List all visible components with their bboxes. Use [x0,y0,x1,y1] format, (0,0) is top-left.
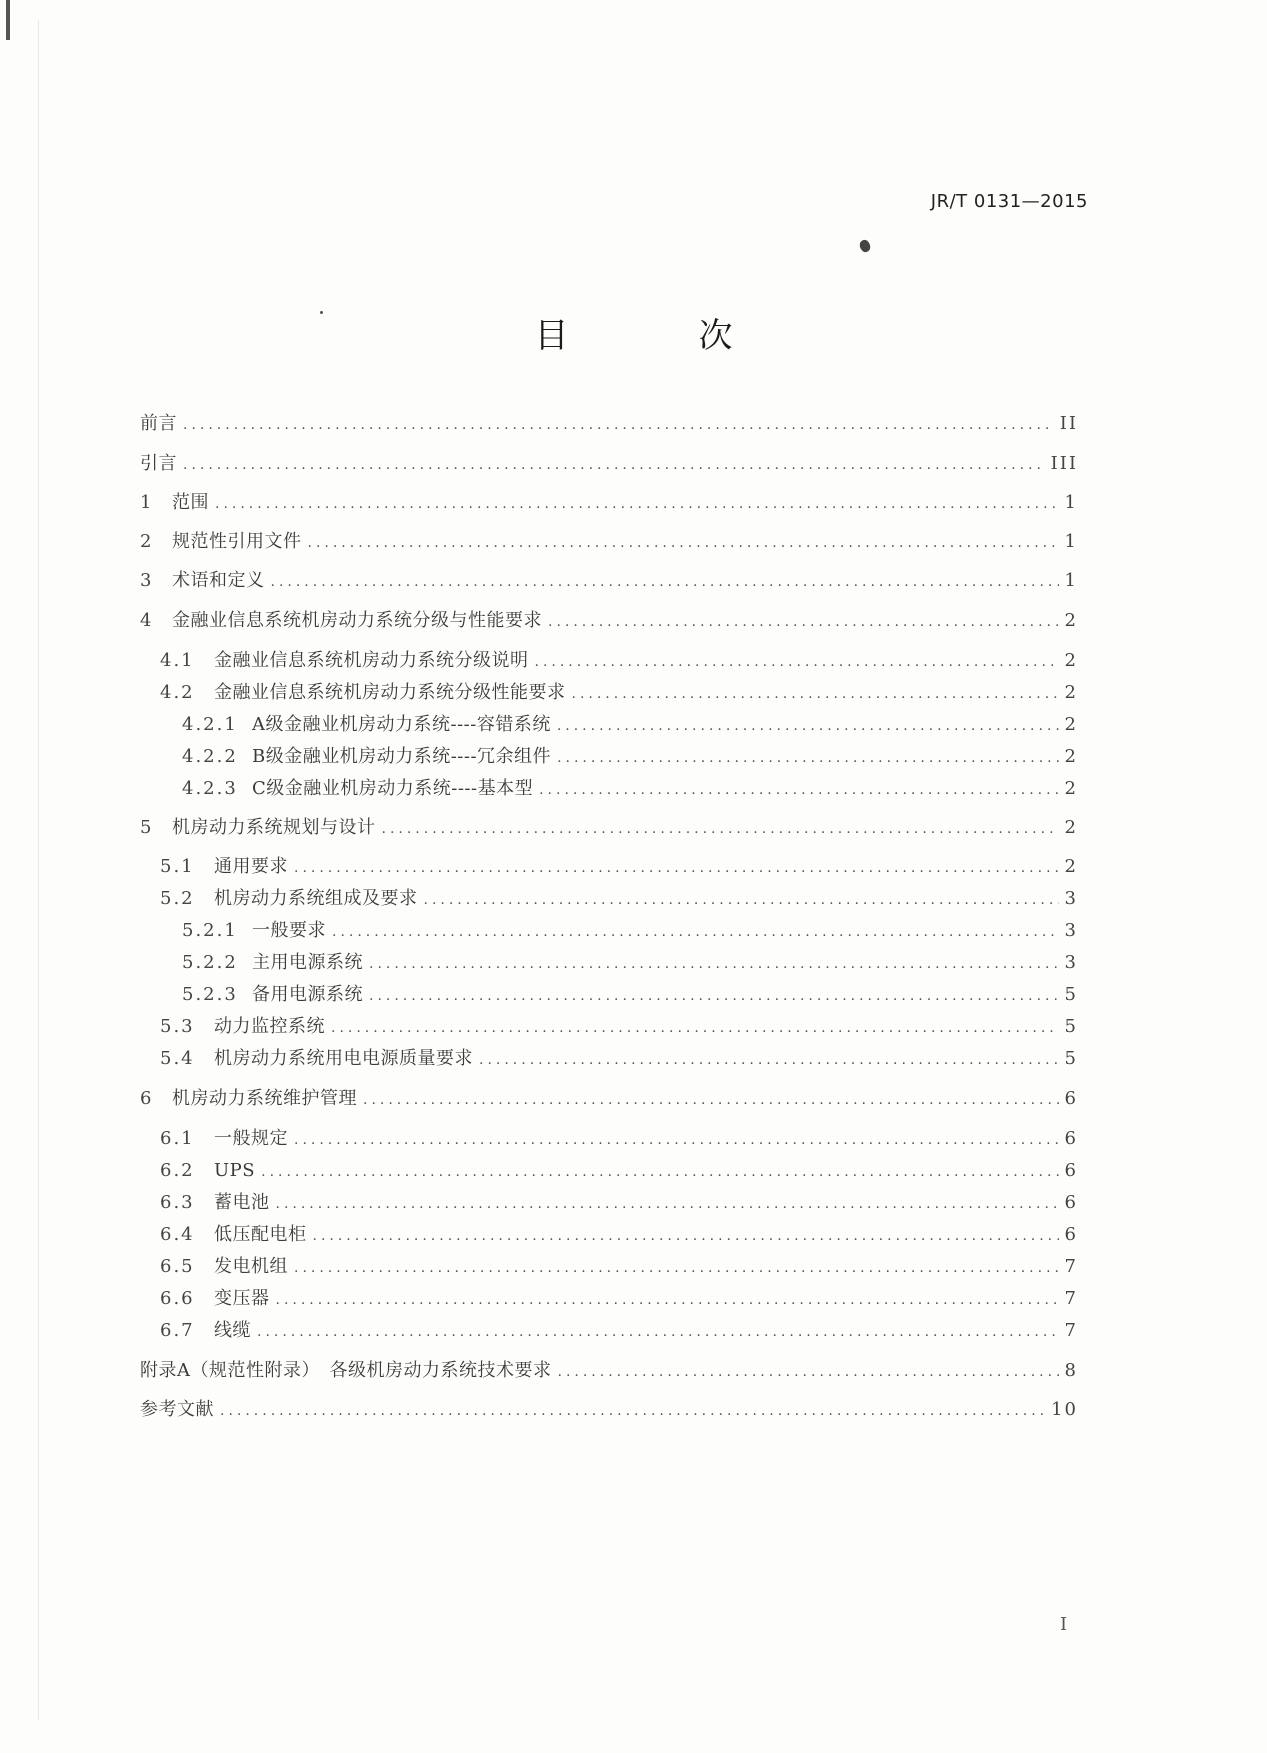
toc-leader-dots [308,530,1059,556]
toc-entry-page: III [1050,453,1078,474]
toc-leader-dots [271,569,1059,595]
toc-entry[interactable] [182,744,1078,770]
toc-entry-number: 2 [140,531,154,552]
toc-entry[interactable] [140,815,1078,841]
toc-entry-page: 2 [1064,817,1078,838]
toc-entry-page: 1 [1064,492,1078,513]
toc-entry-title: 机房动力系统维护管理 [172,1088,357,1109]
toc-entry[interactable] [160,1014,1078,1040]
toc-leader-dots [220,1398,1045,1424]
toc-leader-dots [369,983,1059,1009]
toc-entry-number: 4.2.3 [182,778,238,799]
toc-entry[interactable] [140,608,1078,634]
toc-entry-title: B级金融业机房动力系统----冗余组件 [252,746,552,767]
toc-leader-dots [557,713,1059,739]
toc-entry[interactable] [140,451,1078,477]
toc-entry-number: 4.1 [160,650,195,671]
toc-entry-title: 引言 [140,453,177,474]
toc-leader-dots [548,609,1059,635]
toc-entry[interactable] [140,529,1078,555]
toc-leader-dots [313,1223,1059,1249]
toc-entry[interactable] [160,1318,1078,1344]
toc-entry-page: 7 [1064,1256,1078,1277]
toc-entry-title: 机房动力系统组成及要求 [214,888,418,909]
toc-entry-title: 通用要求 [214,856,288,877]
toc-entry-page: 6 [1064,1224,1078,1245]
toc-entry-page: 2 [1064,778,1078,799]
toc-entry-page: II [1059,413,1078,434]
toc-entry[interactable] [160,680,1078,706]
toc-entry-page: 8 [1064,1360,1078,1381]
toc-entry[interactable] [160,1190,1078,1216]
page-number: I [1060,1614,1068,1635]
toc-entry-page: 1 [1064,531,1078,552]
toc-leader-dots [539,777,1058,803]
toc-entry-title: 术语和定义 [172,570,265,591]
toc-leader-dots [261,1159,1058,1185]
toc-entry[interactable] [140,1358,1078,1384]
toc-entry-page: 6 [1064,1160,1078,1181]
toc-entry-page: 7 [1064,1288,1078,1309]
toc-entry-title: 参考文献 [140,1399,214,1420]
toc-entry-page: 5 [1064,1048,1078,1069]
toc-leader-dots [424,887,1059,913]
toc-entry-number: 5.2.3 [182,984,238,1005]
toc-entry[interactable] [160,1046,1078,1072]
toc-entry-title: 变压器 [214,1288,270,1309]
toc-entry-page: 6 [1064,1088,1078,1109]
toc-entry-page: 1 [1064,570,1078,591]
toc-entry-number: 5.2.1 [182,920,238,941]
toc-leader-dots [332,919,1059,945]
toc-leader-dots [294,855,1059,881]
toc-entry-page: 3 [1064,920,1078,941]
toc-entry-title: 范围 [172,492,209,513]
toc-entry-title: 附录A（规范性附录） 各级机房动力系统技术要求 [140,1360,552,1381]
toc-entry-page: 5 [1064,1016,1078,1037]
toc-entry-page: 6 [1064,1128,1078,1149]
toc-entry-title: 线缆 [214,1320,251,1341]
toc-entry[interactable] [160,1254,1078,1280]
toc-entry-number: 6.6 [160,1288,195,1309]
toc-entry-number: 3 [140,570,154,591]
toc-leader-dots [557,745,1058,771]
toc-entry[interactable] [160,1286,1078,1312]
toc-entry-page: 6 [1064,1192,1078,1213]
toc-entry-number: 6.1 [160,1128,195,1149]
toc-entry-title: 蓄电池 [214,1192,270,1213]
toc-entry[interactable] [160,854,1078,880]
toc-entry-number: 4.2.2 [182,746,238,767]
toc-entry-title: 金融业信息系统机房动力系统分级说明 [214,650,529,671]
toc-entry[interactable] [140,1397,1078,1423]
toc-entry[interactable] [182,982,1078,1008]
toc-leader-dots [215,491,1059,517]
toc-entry-title: 前言 [140,413,177,434]
page-title: 目 次 [534,316,781,356]
toc-entry-number: 6 [140,1088,154,1109]
toc-entry-title: A级金融业机房动力系统----容错系统 [252,714,551,735]
toc-leader-dots [294,1255,1059,1281]
toc-entry[interactable] [140,490,1078,516]
toc-entry[interactable] [140,568,1078,594]
toc-entry-number: 6.7 [160,1320,195,1341]
toc-entry-number: 5.1 [160,856,195,877]
toc-entry-title: 动力监控系统 [214,1016,325,1037]
toc-entry[interactable] [140,1086,1078,1112]
toc-entry-title: 一般要求 [252,920,326,941]
toc-entry-number: 5 [140,817,154,838]
toc-leader-dots [183,452,1045,478]
toc-leader-dots [535,649,1059,675]
toc-leader-dots [276,1287,1059,1313]
toc-entry-number: 4.2.1 [182,714,238,735]
toc-entry-page: 5 [1064,984,1078,1005]
toc-entry-page: 2 [1064,856,1078,877]
toc-entry[interactable] [182,950,1078,976]
toc-entry-page: 3 [1064,952,1078,973]
toc-entry-title: 机房动力系统规划与设计 [172,817,376,838]
toc-entry-page: 2 [1064,682,1078,703]
toc-entry[interactable] [160,1158,1078,1184]
toc-entry-page: 3 [1064,888,1078,909]
toc-entry[interactable] [160,886,1078,912]
toc-leader-dots [257,1319,1059,1345]
document-number: JR/T 0131—2015 [930,191,1088,212]
toc-leader-dots [558,1359,1059,1385]
toc-leader-dots [479,1047,1059,1073]
toc-leader-dots [276,1191,1059,1217]
toc-entry-page: 2 [1064,650,1078,671]
toc-entry-page: 2 [1064,714,1078,735]
toc-entry-title: 备用电源系统 [252,984,363,1005]
toc-leader-dots [331,1015,1059,1041]
toc-entry-title: 低压配电柜 [214,1224,307,1245]
toc-entry-number: 5.4 [160,1048,195,1069]
toc-entry[interactable] [160,1126,1078,1152]
toc-entry-page: 2 [1064,610,1078,631]
toc-entry-number: 5.3 [160,1016,195,1037]
toc-entry-number: 6.2 [160,1160,195,1181]
toc-entry[interactable] [160,1222,1078,1248]
toc-entry-number: 6.5 [160,1256,195,1277]
toc-leader-dots [382,816,1059,842]
toc-entry-number: 5.2.2 [182,952,238,973]
toc-entry[interactable] [140,411,1078,437]
toc-entry-number: 6.4 [160,1224,195,1245]
toc-leader-dots [572,681,1059,707]
toc-entry-title: 金融业信息系统机房动力系统分级与性能要求 [172,610,542,631]
toc-entry[interactable] [182,776,1078,802]
toc-entry-page: 7 [1064,1320,1078,1341]
toc-entry[interactable] [160,648,1078,674]
toc-entry-title: 机房动力系统用电电源质量要求 [214,1048,473,1069]
toc-entry-number: 5.2 [160,888,195,909]
toc-entry-title: C级金融业机房动力系统----基本型 [252,778,534,799]
toc-entry-number: 1 [140,492,154,513]
toc-entry-title: 金融业信息系统机房动力系统分级性能要求 [214,682,566,703]
toc-entry-title: 规范性引用文件 [172,531,302,552]
toc-entry-page: 10 [1051,1399,1078,1420]
toc-entry-title: 一般规定 [214,1128,288,1149]
toc-leader-dots [183,412,1054,438]
toc-entry-title: UPS [214,1160,256,1181]
toc-entry[interactable] [182,918,1078,944]
toc-entry[interactable] [182,712,1078,738]
toc-entry-title: 发电机组 [214,1256,288,1277]
toc-entry-number: 4.2 [160,682,195,703]
toc-leader-dots [369,951,1059,977]
toc-leader-dots [294,1127,1059,1153]
toc-entry-page: 2 [1064,746,1078,767]
toc-entry-title: 主用电源系统 [252,952,363,973]
toc-entry-number: 6.3 [160,1192,195,1213]
toc-leader-dots [363,1087,1059,1113]
toc-entry-number: 4 [140,610,154,631]
